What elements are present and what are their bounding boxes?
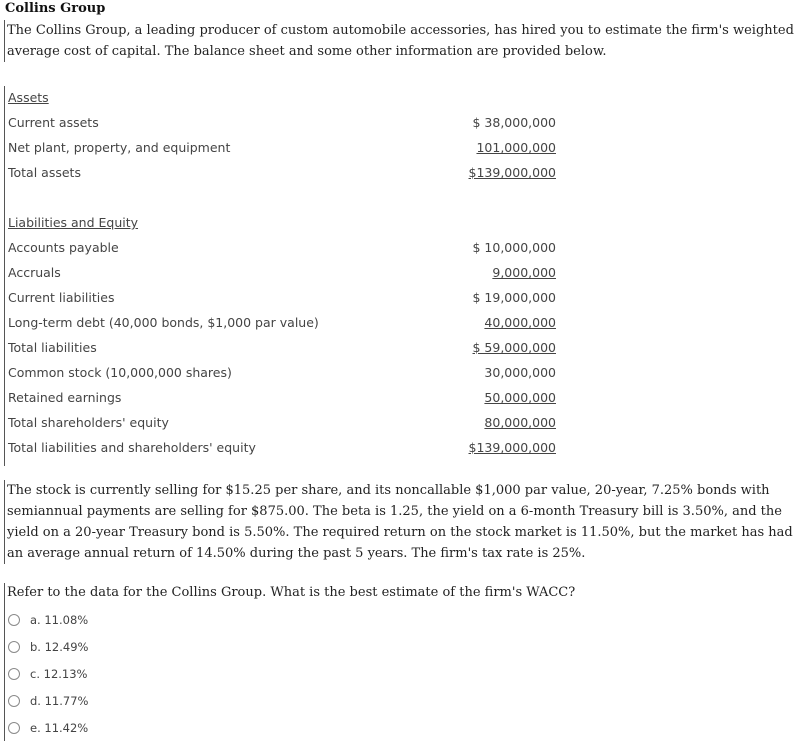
row-value: 80,000,000 xyxy=(484,415,556,430)
table-row xyxy=(8,236,558,261)
row-value: $ 19,000,000 xyxy=(472,290,556,305)
row-label: Accruals xyxy=(8,265,61,280)
table-row xyxy=(8,436,558,461)
radio-button[interactable] xyxy=(8,668,20,680)
radio-button[interactable] xyxy=(8,722,20,734)
option-label: a. 11.08% xyxy=(30,613,89,627)
liabilities-header: Liabilities and Equity xyxy=(8,215,139,230)
assets-header: Assets xyxy=(8,90,49,105)
assets-header-row xyxy=(8,86,558,111)
balance-sheet xyxy=(4,86,795,466)
radio-button[interactable] xyxy=(8,614,20,626)
table-row xyxy=(8,361,558,386)
option-label: e. 11.42% xyxy=(30,721,89,735)
row-value: $139,000,000 xyxy=(468,165,556,180)
radio-button[interactable] xyxy=(8,695,20,707)
radio-button[interactable] xyxy=(8,641,20,653)
table-row xyxy=(8,261,558,286)
row-label: Retained earnings xyxy=(8,390,122,405)
table-row xyxy=(8,161,558,186)
table-row xyxy=(8,286,558,311)
row-value: 9,000,000 xyxy=(492,265,556,280)
liabilities-header-row xyxy=(8,211,558,236)
row-label: Long-term debt (40,000 bonds, $1,000 par value) xyxy=(8,315,319,330)
row-label: Current assets xyxy=(8,115,99,130)
option-d[interactable] xyxy=(8,690,88,712)
row-value: 50,000,000 xyxy=(484,390,556,405)
question-block xyxy=(4,583,797,741)
intro-text: The Collins Group, a leading producer of custom automobile accessories, has hired you to estimate the firm's weighted average cost of capital. The balance sheet and some other information are provided below. xyxy=(4,20,797,62)
table-row xyxy=(8,411,558,436)
row-value: 40,000,000 xyxy=(484,315,556,330)
row-label: Total liabilities xyxy=(8,340,97,355)
option-b[interactable] xyxy=(8,636,88,658)
option-label: c. 12.13% xyxy=(30,667,88,681)
row-label: Common stock (10,000,000 shares) xyxy=(8,365,232,380)
option-c[interactable] xyxy=(8,663,87,685)
problem-title: Collins Group xyxy=(5,1,106,16)
table-row xyxy=(8,336,558,361)
option-e[interactable] xyxy=(8,717,88,739)
question-text: Refer to the data for the Collins Group. What is the best estimate of the firm's WACC? xyxy=(7,585,576,600)
row-label: Current liabilities xyxy=(8,290,115,305)
option-label: d. 11.77% xyxy=(30,694,89,708)
row-value: $ 59,000,000 xyxy=(472,340,556,355)
row-value: 101,000,000 xyxy=(476,140,556,155)
row-value: 30,000,000 xyxy=(484,365,556,380)
row-value: $139,000,000 xyxy=(468,440,556,455)
table-row xyxy=(8,311,558,336)
row-label: Net plant, property, and equipment xyxy=(8,140,231,155)
info-paragraph: The stock is currently selling for $15.25 per share, and its noncallable $1,000 par value, 20-year, 7.25% bonds with semiannual payments are selling for $875.00. The beta is 1.25, the yield on a 6-month Treasury bill is 3.50%, and the yield on a 20-year Treasury bond is 5.50%. The required return on the stock market is 11.50%, but the market has had an average annual return of 14.50% during the past 5 years. The firm's tax rate is 25%. xyxy=(4,480,797,564)
row-value: $ 10,000,000 xyxy=(472,240,556,255)
table-row xyxy=(8,386,558,411)
table-row xyxy=(8,136,558,161)
row-label: Total assets xyxy=(8,165,81,180)
option-label: b. 12.49% xyxy=(30,640,89,654)
table-row xyxy=(8,111,558,136)
row-label: Total shareholders' equity xyxy=(8,415,169,430)
option-a[interactable] xyxy=(8,609,88,631)
row-label: Accounts payable xyxy=(8,240,119,255)
row-value: $ 38,000,000 xyxy=(472,115,556,130)
row-label: Total liabilities and shareholders' equity xyxy=(8,440,256,455)
